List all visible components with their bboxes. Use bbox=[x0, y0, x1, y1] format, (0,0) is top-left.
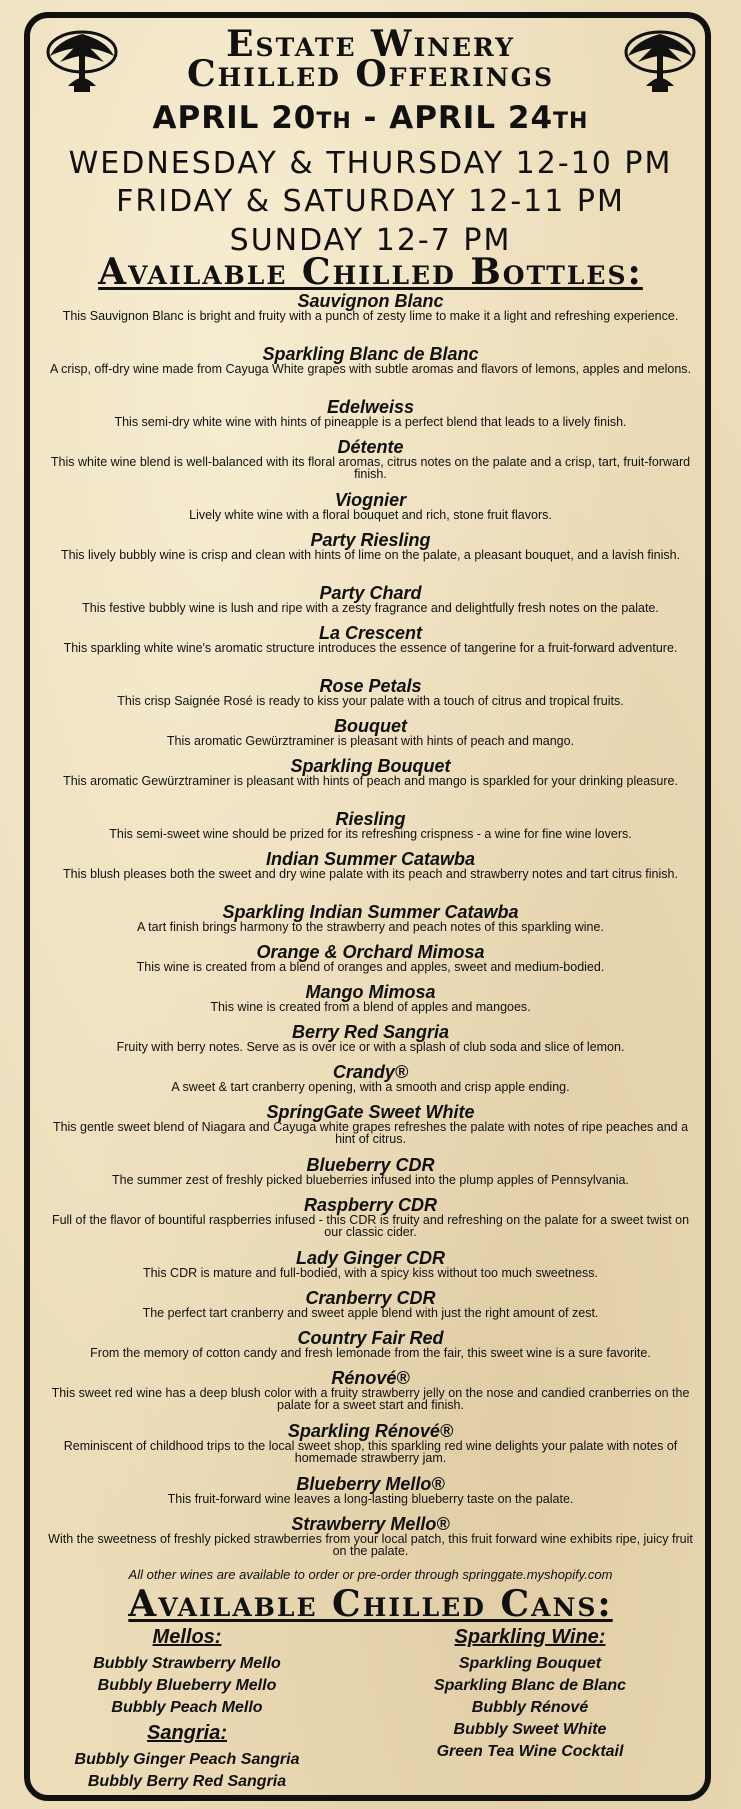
bottle-name: Riesling bbox=[335, 809, 406, 829]
bottles-section-title: Available Chilled Bottles: bbox=[98, 251, 643, 293]
bottle-name: La Crescent bbox=[318, 623, 423, 643]
hours-weekend: FRIDAY & SATURDAY 12-11 PM bbox=[116, 184, 625, 219]
bottle-item bbox=[42, 1157, 699, 1197]
bottle-item bbox=[42, 346, 699, 399]
bottle-name: Sparkling Rénové® bbox=[287, 1421, 454, 1441]
bottle-description: From the memory of cotton candy and fresh lemonade from the fair, this sweet wine is a sure favorite. bbox=[90, 1346, 651, 1360]
bottle-item bbox=[42, 811, 699, 851]
bottle-description: With the sweetness of freshly picked strawberries from your local patch, this fruit forward wine exhibits ripe, juicy fruit on the palate. bbox=[48, 1532, 693, 1558]
bottle-name: Sparkling Indian Summer Catawba bbox=[222, 902, 519, 922]
bottle-name: Sparkling Bouquet bbox=[290, 756, 451, 776]
bottle-name: Crandy® bbox=[332, 1062, 409, 1082]
can-item: Sparkling Bouquet bbox=[458, 1655, 602, 1672]
bottle-item bbox=[42, 1330, 699, 1370]
bottle-description: A tart finish brings harmony to the strawberry and peach notes of this sparkling wine. bbox=[137, 920, 604, 934]
bottle-name: Détente bbox=[337, 437, 404, 457]
bottle-description: This blush pleases both the sweet and dry wine palate with its peach and strawberry notes and tart citrus finish. bbox=[63, 867, 678, 881]
bottle-item bbox=[42, 1476, 699, 1516]
bottle-description: This white wine blend is well-balanced with its floral aromas, citrus notes on the palate and a crisp, tart, fruit-forward finish. bbox=[50, 455, 691, 481]
bottle-description: This CDR is mature and full-bodied, with a spicy kiss without too much sweetness. bbox=[142, 1266, 599, 1280]
bottle-item bbox=[42, 399, 699, 439]
bottle-name: Berry Red Sangria bbox=[291, 1022, 450, 1042]
bottle-item bbox=[42, 984, 699, 1024]
bottle-name: Party Chard bbox=[319, 583, 422, 603]
can-item: Bubbly Strawberry Mello bbox=[93, 1655, 281, 1672]
bottle-item bbox=[42, 678, 699, 718]
bottle-name: Indian Summer Catawba bbox=[265, 849, 476, 869]
bottle-name: SpringGate Sweet White bbox=[266, 1102, 475, 1122]
bottle-name: Edelweiss bbox=[326, 397, 415, 417]
order-footnote: All other wines are available to order or pre-order through springgate.myshopify.com bbox=[128, 1567, 613, 1582]
bottle-description: Fruity with berry notes. Serve as is over ice or with a splash of club soda and slice of lemon. bbox=[116, 1040, 625, 1054]
can-item: Sparkling Blanc de Blanc bbox=[433, 1677, 627, 1694]
hours-sunday: SUNDAY 12-7 PM bbox=[229, 223, 512, 258]
bottle-description: Full of the flavor of bountiful raspberries infused - this CDR is fruity and refreshing on the palate for a sweet twist on our classic cider. bbox=[51, 1213, 690, 1239]
bottle-name: Party Riesling bbox=[310, 530, 431, 550]
bottle-item bbox=[42, 585, 699, 625]
mellos-category: Mellos: bbox=[152, 1626, 222, 1648]
bottle-name: Viognier bbox=[334, 490, 407, 510]
bottle-name: Country Fair Red bbox=[297, 1328, 444, 1348]
bottle-item bbox=[42, 1290, 699, 1330]
bottle-description: This sparkling white wine's aromatic structure introduces the essence of tangerine for a fruit-forward adventure. bbox=[63, 641, 678, 655]
bottle-description: The perfect tart cranberry and sweet apple blend with just the right amount of zest. bbox=[142, 1306, 599, 1320]
bottle-item bbox=[42, 904, 699, 944]
bottle-name: Blueberry Mello® bbox=[296, 1474, 445, 1494]
bottle-name: Mango Mimosa bbox=[305, 982, 436, 1002]
bottle-description: Reminiscent of childhood trips to the local sweet shop, this sparkling red wine delights your palate with notes of homemade strawberry jam. bbox=[63, 1439, 678, 1465]
bottle-item bbox=[42, 439, 699, 492]
date-range: APRIL 20th - APRIL 24th bbox=[152, 100, 589, 136]
bottle-name: Sauvignon Blanc bbox=[297, 291, 444, 311]
bottle-item bbox=[42, 718, 699, 758]
can-item: Bubbly Berry Red Sangria bbox=[87, 1773, 287, 1790]
bottle-description: Lively white wine with a floral bouquet and rich, stone fruit flavors. bbox=[189, 508, 552, 522]
bottle-name: Rénové® bbox=[331, 1368, 410, 1388]
bottle-name: Strawberry Mello® bbox=[291, 1514, 450, 1534]
bottle-item bbox=[42, 758, 699, 811]
bottle-item bbox=[42, 1064, 699, 1104]
bottle-description: A crisp, off-dry wine made from Cayuga White grapes with subtle aromas and flavors of lemons, apples and melons. bbox=[49, 362, 692, 376]
bottle-item bbox=[42, 1024, 699, 1064]
bottle-description: A sweet & tart cranberry opening, with a smooth and crisp apple ending. bbox=[171, 1080, 570, 1094]
sparkling-category: Sparkling Wine: bbox=[454, 1626, 606, 1648]
bottle-item bbox=[42, 532, 699, 585]
bottle-description: This crisp Saignée Rosé is ready to kiss your palate with a touch of citrus and tropical fruits. bbox=[117, 694, 624, 708]
bottle-name: Cranberry CDR bbox=[305, 1288, 436, 1308]
bottle-name: Raspberry CDR bbox=[303, 1195, 438, 1215]
bottle-description: This semi-dry white wine with hints of pineapple is a perfect blend that leads to a lively finish. bbox=[114, 415, 627, 429]
bottle-name: Blueberry CDR bbox=[306, 1155, 435, 1175]
bottle-description: This semi-sweet wine should be prized for its refreshing crispness - a wine for fine wine lovers. bbox=[109, 827, 632, 841]
bottle-name: Orange & Orchard Mimosa bbox=[256, 942, 485, 962]
bottle-item bbox=[42, 1423, 699, 1476]
cans-column-left bbox=[37, 1625, 337, 1793]
bottle-name: Lady Ginger CDR bbox=[295, 1248, 446, 1268]
sangria-category: Sangria: bbox=[146, 1722, 228, 1744]
bottle-item bbox=[42, 293, 699, 346]
bottle-item bbox=[42, 944, 699, 984]
bottle-item bbox=[42, 1197, 699, 1250]
cans-column-right bbox=[380, 1625, 680, 1763]
bottle-description: This festive bubbly wine is lush and ripe with a zesty fragrance and delightfully fresh notes on the palate. bbox=[82, 601, 659, 615]
hours-weekday: WEDNESDAY & THURSDAY 12-10 PM bbox=[68, 146, 673, 181]
bottle-description: The summer zest of freshly picked blueberries infused into the plump apples of Pennsylvania. bbox=[112, 1173, 629, 1187]
title-line-1: Estate Winery bbox=[226, 23, 515, 65]
can-item: Bubbly Rénové bbox=[471, 1699, 589, 1716]
title-line-2: Chilled Offerings bbox=[186, 53, 555, 95]
bottle-item bbox=[42, 625, 699, 678]
can-item: Bubbly Ginger Peach Sangria bbox=[74, 1751, 300, 1768]
bottle-description: This gentle sweet blend of Niagara and Cayuga white grapes refreshes the palate with notes of ripe peaches and a hint of citrus. bbox=[52, 1120, 689, 1146]
can-item: Bubbly Sweet White bbox=[453, 1721, 607, 1738]
bottle-description: This wine is created from a blend of oranges and apples, sweet and medium-bodied. bbox=[136, 960, 605, 974]
bottle-description: This wine is created from a blend of apples and mangoes. bbox=[210, 1000, 531, 1014]
bottle-item bbox=[42, 1516, 699, 1569]
can-item: Bubbly Blueberry Mello bbox=[97, 1677, 277, 1694]
bottle-description: This lively bubbly wine is crisp and clean with hints of lime on the palate, a pleasant bouquet, and a lavish finish. bbox=[60, 548, 681, 562]
bottle-description: This aromatic Gewürztraminer is pleasant with hints of peach and mango is sparkled for your drinking pleasure. bbox=[63, 774, 678, 788]
bottle-description: This fruit-forward wine leaves a long-lasting blueberry taste on the palate. bbox=[167, 1492, 574, 1506]
bottle-name: Bouquet bbox=[334, 716, 407, 736]
bottle-name: Sparkling Blanc de Blanc bbox=[262, 344, 479, 364]
bottle-description: This sweet red wine has a deep blush color with a fruity strawberry jelly on the nose and candied cranberries on the palate for a sweet start and finish. bbox=[51, 1386, 690, 1412]
can-item: Bubbly Peach Mello bbox=[111, 1699, 263, 1716]
can-item: Green Tea Wine Cocktail bbox=[436, 1743, 624, 1760]
bottle-name: Rose Petals bbox=[319, 676, 422, 696]
bottle-item bbox=[42, 1250, 699, 1290]
bottle-description: This Sauvignon Blanc is bright and fruity with a punch of zesty lime to make it a light and refreshing experience. bbox=[62, 309, 679, 323]
bottle-item bbox=[42, 851, 699, 904]
bottle-description: This aromatic Gewürztraminer is pleasant with hints of peach and mango. bbox=[166, 734, 575, 748]
bottle-list bbox=[42, 293, 699, 1569]
bottle-item bbox=[42, 1370, 699, 1423]
bottle-item bbox=[42, 492, 699, 532]
bottle-item bbox=[42, 1104, 699, 1157]
cans-section-title: Available Chilled Cans: bbox=[128, 1583, 613, 1625]
